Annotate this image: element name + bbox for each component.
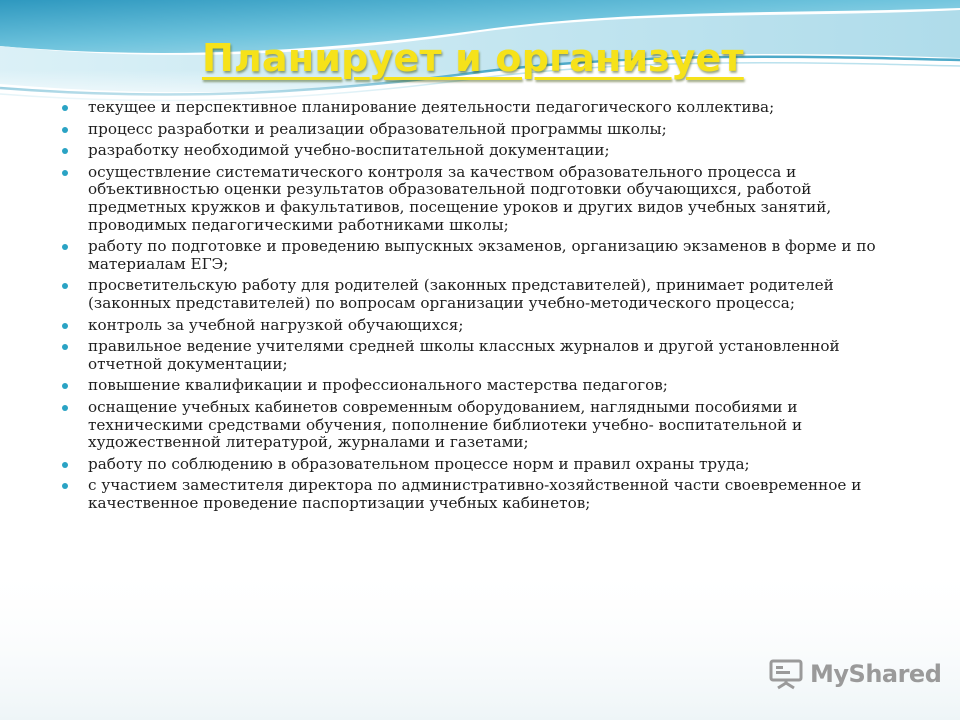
bullet-text: правильное ведение учителями средней школы классных журналов и другой установленной отчетной документации; [88,337,840,373]
bullet-dot-icon [62,323,68,329]
watermark-text: MyShared [810,660,942,688]
bullet-dot-icon [62,148,68,154]
bullet-dot-icon [62,105,68,111]
bullet-dot-icon [62,170,68,176]
bullet-text: контроль за учебной нагрузкой обучающихся; [88,315,464,334]
bullet-text: процесс разработки и реализации образовательной программы школы; [88,119,667,138]
bullet-dot-icon [62,127,68,133]
myshared-watermark [768,656,941,692]
bullet-text: разработку необходимой учебно-воспитательной документации; [88,141,610,160]
bullet-item [62,317,908,335]
bullet-dot-icon [62,283,68,289]
bullet-dot-icon [62,462,68,468]
bullet-dot-icon [62,483,68,489]
bullet-item [62,399,908,452]
bullet-item [62,477,908,512]
bullet-item [62,338,908,373]
bullet-dot-icon [62,344,68,350]
bullet-item [62,99,908,117]
bullet-text: просветительскую работу для родителей (законных представителей), принимает родителей (законных представителей) по вопросам организации учебно-методического процесса; [88,276,834,312]
bullet-text: оснащение учебных кабинетов современным оборудованием, наглядными пособиями и техническими средствами обучения, пополнение библиотеки учебно- воспитательной и художественной литературой, журналами и газетами; [88,397,803,452]
bullet-item [62,277,908,312]
bullet-item [62,142,908,160]
bullet-text: осуществление систематического контроля за качеством образовательного процесса и объективностью оценки результатов образовательной подготовки обучающихся, работой предметных кружков и факультативов, посещение уроков и других видов учебных занятий, проводимых педагогическими работниками школы; [88,162,832,234]
bullet-item [62,456,908,474]
bullet-dot-icon [62,383,68,389]
bullet-item [62,121,908,139]
bullet-text: повышение квалификации и профессионального мастерства педагогов; [88,376,668,395]
bottom-shade [0,560,960,720]
bullet-item [62,377,908,395]
presentation-board-icon [768,658,804,690]
bullet-list [62,99,908,516]
bullet-dot-icon [62,405,68,411]
bullet-text: работу по подготовке и проведению выпускных экзаменов, организацию экзаменов в форме и по материалам ЕГЭ; [88,237,876,273]
bullet-text: текущее и перспективное планирование деятельности педагогического коллектива; [88,98,775,116]
bullet-item [62,238,908,273]
slide-title: Планирует и организует [202,36,744,80]
bullet-text: работу по соблюдению в образовательном процессе норм и правил охраны труда; [88,454,750,473]
bullet-item [62,164,908,234]
bullet-text: с участием заместителя директора по административно-хозяйственной части своевременное и качественное проведение паспортизации учебных кабинетов; [88,476,862,512]
bullet-dot-icon [62,244,68,250]
